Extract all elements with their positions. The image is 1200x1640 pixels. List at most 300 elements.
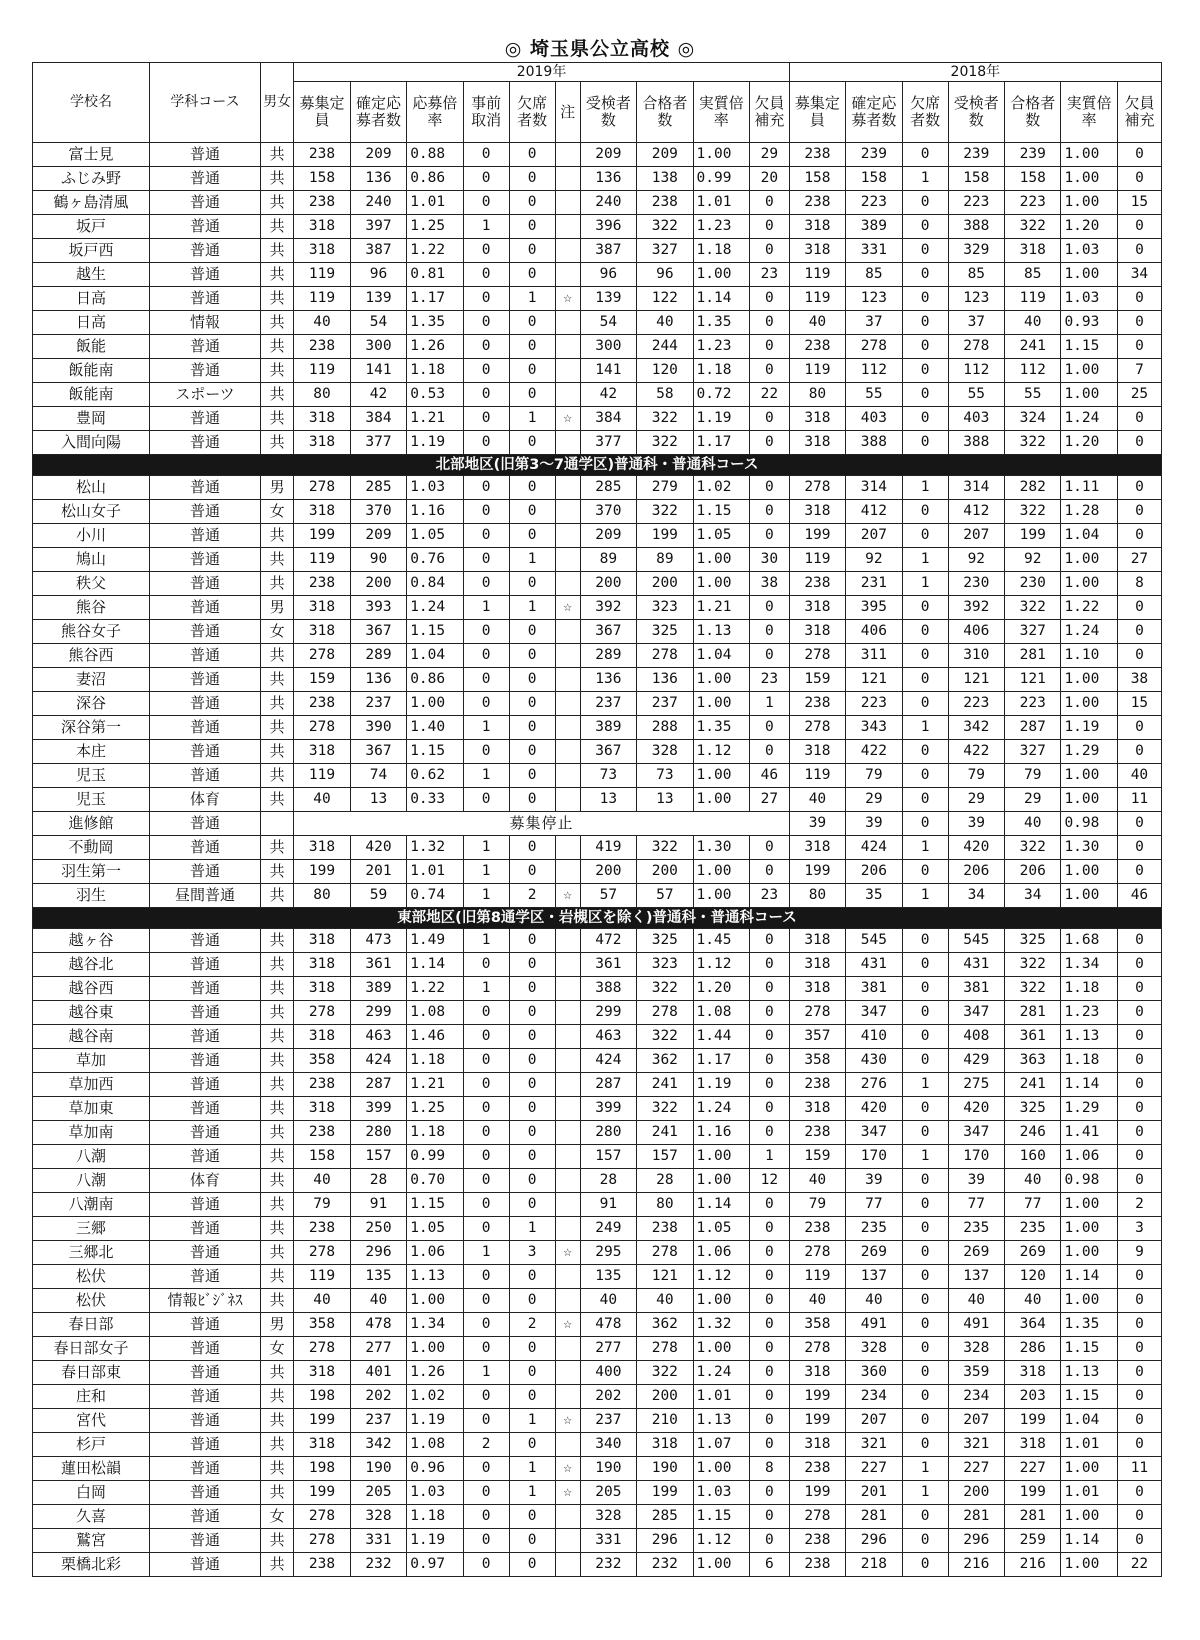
course-name: 普通 bbox=[150, 476, 261, 500]
2019-withdrawn: 0 bbox=[463, 1505, 509, 1529]
2019-note: ☆ bbox=[555, 1481, 580, 1505]
2019-actual-ratio: 1.24 bbox=[693, 1361, 749, 1385]
2018-vacancy: 34 bbox=[1117, 263, 1161, 287]
2019-absent: 0 bbox=[509, 953, 555, 977]
2019-examinees: 277 bbox=[580, 1337, 636, 1361]
table-row bbox=[33, 407, 1162, 431]
2018-applicants: 207 bbox=[846, 524, 902, 548]
2019-capacity: 318 bbox=[294, 1361, 350, 1385]
2019-vacancy: 0 bbox=[749, 1337, 789, 1361]
2018-passed: 227 bbox=[1005, 1457, 1061, 1481]
2019-note bbox=[555, 764, 580, 788]
2018-passed: 199 bbox=[1005, 524, 1061, 548]
course-name: 普通 bbox=[150, 1049, 261, 1073]
2018-applicants: 92 bbox=[846, 548, 902, 572]
2018-examinees: 207 bbox=[948, 524, 1004, 548]
2018-actual-ratio: 1.20 bbox=[1061, 215, 1117, 239]
course-name: 普通 bbox=[150, 1433, 261, 1457]
2019-note bbox=[555, 620, 580, 644]
2018-actual-ratio: 1.06 bbox=[1061, 1145, 1117, 1169]
2018-applicants: 314 bbox=[846, 476, 902, 500]
table-row bbox=[33, 1145, 1162, 1169]
2019-passed: 322 bbox=[637, 1025, 693, 1049]
2019-applicants: 28 bbox=[350, 1169, 406, 1193]
table-row bbox=[33, 953, 1162, 977]
2018-applicants: 121 bbox=[846, 668, 902, 692]
2019-examinees: 478 bbox=[580, 1313, 636, 1337]
2019-passed: 241 bbox=[637, 1073, 693, 1097]
course-name: 普通 bbox=[150, 1193, 261, 1217]
gender-cell: 共 bbox=[260, 1457, 293, 1481]
2018-vacancy: 0 bbox=[1117, 311, 1161, 335]
table-row bbox=[33, 1529, 1162, 1553]
school-name: 飯能南 bbox=[33, 359, 150, 383]
2018-actual-ratio: 1.28 bbox=[1061, 500, 1117, 524]
2018-capacity: 238 bbox=[789, 335, 845, 359]
2019-passed: 278 bbox=[637, 1001, 693, 1025]
gender-cell: 共 bbox=[260, 239, 293, 263]
2019-application-ratio: 1.05 bbox=[407, 524, 463, 548]
2019-actual-ratio: 1.00 bbox=[693, 1145, 749, 1169]
2019-vacancy: 0 bbox=[749, 359, 789, 383]
course-name: 普通 bbox=[150, 644, 261, 668]
2018-absent: 0 bbox=[902, 335, 948, 359]
2019-absent: 0 bbox=[509, 1553, 555, 1577]
2019-examinees: 289 bbox=[580, 644, 636, 668]
2019-absent: 0 bbox=[509, 143, 555, 167]
2018-passed: 92 bbox=[1005, 548, 1061, 572]
2018-absent: 0 bbox=[902, 668, 948, 692]
2018-absent: 0 bbox=[902, 929, 948, 953]
2019-actual-ratio: 1.35 bbox=[693, 716, 749, 740]
2019-passed: 322 bbox=[637, 1361, 693, 1385]
2018-examinees: 420 bbox=[948, 1097, 1004, 1121]
2019-actual-ratio: 1.00 bbox=[693, 1169, 749, 1193]
gender-cell: 共 bbox=[260, 431, 293, 455]
2019-capacity: 238 bbox=[294, 335, 350, 359]
course-name: 普通 bbox=[150, 1385, 261, 1409]
2018-capacity: 238 bbox=[789, 692, 845, 716]
gender-cell: 女 bbox=[260, 500, 293, 524]
2018-absent: 0 bbox=[902, 740, 948, 764]
2018-actual-ratio: 1.00 bbox=[1061, 572, 1117, 596]
2019-withdrawn: 0 bbox=[463, 1409, 509, 1433]
course-name: 普通 bbox=[150, 1505, 261, 1529]
2018-actual-ratio: 1.00 bbox=[1061, 884, 1117, 908]
2019-note bbox=[555, 167, 580, 191]
2019-examinees: 237 bbox=[580, 692, 636, 716]
2018-applicants: 137 bbox=[846, 1265, 902, 1289]
table-row bbox=[33, 764, 1162, 788]
2018-applicants: 39 bbox=[846, 1169, 902, 1193]
2019-application-ratio: 1.15 bbox=[407, 740, 463, 764]
school-name: 蓮田松韻 bbox=[33, 1457, 150, 1481]
2019-absent: 1 bbox=[509, 1409, 555, 1433]
2018-vacancy: 9 bbox=[1117, 1241, 1161, 1265]
2018-passed: 120 bbox=[1005, 1265, 1061, 1289]
2018-actual-ratio: 1.34 bbox=[1061, 953, 1117, 977]
2019-actual-ratio: 1.19 bbox=[693, 1073, 749, 1097]
2019-absent: 0 bbox=[509, 1169, 555, 1193]
2019-applicants: 401 bbox=[350, 1361, 406, 1385]
2019-examinees: 367 bbox=[580, 620, 636, 644]
2019-applicants: 135 bbox=[350, 1265, 406, 1289]
2019-note bbox=[555, 524, 580, 548]
header-2019-col-1: 確定応募者数 bbox=[350, 82, 406, 143]
2019-applicants: 328 bbox=[350, 1505, 406, 1529]
2018-capacity: 159 bbox=[789, 1145, 845, 1169]
school-name: 草加西 bbox=[33, 1073, 150, 1097]
2019-capacity: 119 bbox=[294, 548, 350, 572]
2019-applicants: 473 bbox=[350, 929, 406, 953]
2019-withdrawn: 0 bbox=[463, 1529, 509, 1553]
2018-absent: 0 bbox=[902, 383, 948, 407]
school-name: 鳩山 bbox=[33, 548, 150, 572]
2019-passed: 322 bbox=[637, 977, 693, 1001]
course-name: 普通 bbox=[150, 239, 261, 263]
2018-examinees: 412 bbox=[948, 500, 1004, 524]
2019-actual-ratio: 1.12 bbox=[693, 953, 749, 977]
2019-applicants: 59 bbox=[350, 884, 406, 908]
2019-application-ratio: 1.18 bbox=[407, 1121, 463, 1145]
2018-examinees: 158 bbox=[948, 167, 1004, 191]
2019-passed: 96 bbox=[637, 263, 693, 287]
2019-passed: 57 bbox=[637, 884, 693, 908]
2018-absent: 0 bbox=[902, 407, 948, 431]
2018-examinees: 347 bbox=[948, 1121, 1004, 1145]
2019-application-ratio: 0.74 bbox=[407, 884, 463, 908]
2018-applicants: 39 bbox=[846, 812, 902, 836]
2019-application-ratio: 1.25 bbox=[407, 215, 463, 239]
2019-withdrawn: 0 bbox=[463, 1001, 509, 1025]
2019-application-ratio: 1.22 bbox=[407, 239, 463, 263]
2018-absent: 0 bbox=[902, 359, 948, 383]
header-course: 学科コース bbox=[150, 63, 261, 143]
2018-absent: 0 bbox=[902, 977, 948, 1001]
school-name: 春日部 bbox=[33, 1313, 150, 1337]
2019-actual-ratio: 1.15 bbox=[693, 500, 749, 524]
2019-withdrawn: 0 bbox=[463, 359, 509, 383]
2019-applicants: 201 bbox=[350, 860, 406, 884]
2019-capacity: 238 bbox=[294, 143, 350, 167]
2019-vacancy: 0 bbox=[749, 953, 789, 977]
course-name: 普通 bbox=[150, 860, 261, 884]
2018-examinees: 491 bbox=[948, 1313, 1004, 1337]
2018-vacancy: 0 bbox=[1117, 1169, 1161, 1193]
2019-withdrawn: 0 bbox=[463, 431, 509, 455]
2019-passed: 362 bbox=[637, 1049, 693, 1073]
school-name: 越生 bbox=[33, 263, 150, 287]
2018-applicants: 431 bbox=[846, 953, 902, 977]
2019-applicants: 42 bbox=[350, 383, 406, 407]
2019-vacancy: 1 bbox=[749, 1145, 789, 1169]
2018-examinees: 296 bbox=[948, 1529, 1004, 1553]
2019-application-ratio: 1.19 bbox=[407, 431, 463, 455]
2019-vacancy: 0 bbox=[749, 716, 789, 740]
2019-note bbox=[555, 1505, 580, 1529]
table-row bbox=[33, 215, 1162, 239]
2019-absent: 0 bbox=[509, 431, 555, 455]
2018-passed: 40 bbox=[1005, 1169, 1061, 1193]
2019-absent: 0 bbox=[509, 524, 555, 548]
2018-actual-ratio: 1.00 bbox=[1061, 1217, 1117, 1241]
school-name: 松伏 bbox=[33, 1289, 150, 1313]
table-row bbox=[33, 644, 1162, 668]
2018-capacity: 40 bbox=[789, 311, 845, 335]
section-title: 北部地区(旧第3～7通学区)普通科・普通科コース bbox=[33, 455, 1162, 476]
2018-actual-ratio: 1.19 bbox=[1061, 716, 1117, 740]
2019-actual-ratio: 1.12 bbox=[693, 1529, 749, 1553]
2018-passed: 239 bbox=[1005, 143, 1061, 167]
table-row bbox=[33, 740, 1162, 764]
gender-cell: 共 bbox=[260, 1385, 293, 1409]
2019-capacity: 40 bbox=[294, 1169, 350, 1193]
2019-capacity: 278 bbox=[294, 1241, 350, 1265]
2019-application-ratio: 1.32 bbox=[407, 836, 463, 860]
2019-passed: 200 bbox=[637, 860, 693, 884]
2019-application-ratio: 1.01 bbox=[407, 191, 463, 215]
2018-capacity: 318 bbox=[789, 836, 845, 860]
gender-cell: 共 bbox=[260, 644, 293, 668]
course-name: 普通 bbox=[150, 620, 261, 644]
2018-examinees: 39 bbox=[948, 1169, 1004, 1193]
2019-application-ratio: 1.35 bbox=[407, 311, 463, 335]
2018-examinees: 216 bbox=[948, 1553, 1004, 1577]
table-row bbox=[33, 596, 1162, 620]
2018-capacity: 318 bbox=[789, 953, 845, 977]
2019-withdrawn: 0 bbox=[463, 953, 509, 977]
2018-applicants: 269 bbox=[846, 1241, 902, 1265]
2019-withdrawn: 1 bbox=[463, 929, 509, 953]
2019-applicants: 232 bbox=[350, 1553, 406, 1577]
school-name: 松山 bbox=[33, 476, 150, 500]
2018-examinees: 403 bbox=[948, 407, 1004, 431]
2019-note bbox=[555, 383, 580, 407]
2019-capacity: 238 bbox=[294, 1553, 350, 1577]
2019-examinees: 28 bbox=[580, 1169, 636, 1193]
2018-examinees: 235 bbox=[948, 1217, 1004, 1241]
header-2019-col-3: 事前取消 bbox=[463, 82, 509, 143]
2018-passed: 40 bbox=[1005, 1289, 1061, 1313]
2018-applicants: 321 bbox=[846, 1433, 902, 1457]
2019-passed: 285 bbox=[637, 1505, 693, 1529]
2019-absent: 0 bbox=[509, 359, 555, 383]
2019-capacity: 238 bbox=[294, 191, 350, 215]
2019-examinees: 400 bbox=[580, 1361, 636, 1385]
2019-examinees: 331 bbox=[580, 1529, 636, 1553]
course-name: 普通 bbox=[150, 1073, 261, 1097]
2019-actual-ratio: 1.16 bbox=[693, 1121, 749, 1145]
2019-passed: 138 bbox=[637, 167, 693, 191]
school-name: 三郷 bbox=[33, 1217, 150, 1241]
2018-actual-ratio: 1.00 bbox=[1061, 860, 1117, 884]
2018-actual-ratio: 1.10 bbox=[1061, 644, 1117, 668]
2019-applicants: 389 bbox=[350, 977, 406, 1001]
2018-applicants: 158 bbox=[846, 167, 902, 191]
2018-capacity: 199 bbox=[789, 1409, 845, 1433]
2018-examinees: 123 bbox=[948, 287, 1004, 311]
header-gender: 男女 bbox=[260, 63, 293, 143]
table-row bbox=[33, 524, 1162, 548]
course-name: 普通 bbox=[150, 812, 261, 836]
2019-absent: 1 bbox=[509, 407, 555, 431]
2018-passed: 119 bbox=[1005, 287, 1061, 311]
course-name: 普通 bbox=[150, 953, 261, 977]
2019-vacancy: 20 bbox=[749, 167, 789, 191]
2019-withdrawn: 0 bbox=[463, 692, 509, 716]
2018-actual-ratio: 1.13 bbox=[1061, 1361, 1117, 1385]
2019-capacity: 238 bbox=[294, 1121, 350, 1145]
2018-vacancy: 0 bbox=[1117, 860, 1161, 884]
2019-absent: 0 bbox=[509, 1289, 555, 1313]
2019-note: ☆ bbox=[555, 1457, 580, 1481]
2018-absent: 0 bbox=[902, 143, 948, 167]
gender-cell: 共 bbox=[260, 311, 293, 335]
2018-applicants: 223 bbox=[846, 191, 902, 215]
gender-cell: 共 bbox=[260, 929, 293, 953]
2018-applicants: 395 bbox=[846, 596, 902, 620]
2018-capacity: 318 bbox=[789, 929, 845, 953]
2019-absent: 0 bbox=[509, 836, 555, 860]
2019-actual-ratio: 1.03 bbox=[693, 1481, 749, 1505]
2018-absent: 0 bbox=[902, 1313, 948, 1337]
school-name: 越谷東 bbox=[33, 1001, 150, 1025]
2018-vacancy: 0 bbox=[1117, 644, 1161, 668]
2019-actual-ratio: 1.00 bbox=[693, 263, 749, 287]
2019-application-ratio: 0.88 bbox=[407, 143, 463, 167]
2019-actual-ratio: 1.05 bbox=[693, 524, 749, 548]
2018-actual-ratio: 1.00 bbox=[1061, 1193, 1117, 1217]
school-name: 熊谷女子 bbox=[33, 620, 150, 644]
school-name: 飯能南 bbox=[33, 383, 150, 407]
2019-vacancy: 0 bbox=[749, 596, 789, 620]
2019-note bbox=[555, 239, 580, 263]
2019-withdrawn: 1 bbox=[463, 1241, 509, 1265]
2019-vacancy: 8 bbox=[749, 1457, 789, 1481]
2019-vacancy: 0 bbox=[749, 239, 789, 263]
2019-passed: 322 bbox=[637, 431, 693, 455]
2019-note bbox=[555, 1385, 580, 1409]
course-name: 普通 bbox=[150, 143, 261, 167]
2018-applicants: 410 bbox=[846, 1025, 902, 1049]
2019-absent: 0 bbox=[509, 263, 555, 287]
2018-examinees: 55 bbox=[948, 383, 1004, 407]
course-name: 普通 bbox=[150, 215, 261, 239]
2018-applicants: 388 bbox=[846, 431, 902, 455]
2019-withdrawn: 0 bbox=[463, 644, 509, 668]
gender-cell: 共 bbox=[260, 1169, 293, 1193]
school-name: 鶴ヶ島清風 bbox=[33, 191, 150, 215]
table-row bbox=[33, 167, 1162, 191]
table-row bbox=[33, 1001, 1162, 1025]
gender-cell: 共 bbox=[260, 407, 293, 431]
2019-application-ratio: 1.19 bbox=[407, 1529, 463, 1553]
gender-cell: 共 bbox=[260, 1265, 293, 1289]
2019-examinees: 57 bbox=[580, 884, 636, 908]
2018-examinees: 39 bbox=[948, 812, 1004, 836]
2019-note bbox=[555, 572, 580, 596]
2019-application-ratio: 1.14 bbox=[407, 953, 463, 977]
2019-capacity: 278 bbox=[294, 1529, 350, 1553]
gender-cell: 共 bbox=[260, 215, 293, 239]
2018-passed: 327 bbox=[1005, 620, 1061, 644]
2019-absent: 0 bbox=[509, 1337, 555, 1361]
2018-actual-ratio: 1.04 bbox=[1061, 524, 1117, 548]
course-name: 普通 bbox=[150, 977, 261, 1001]
2018-absent: 1 bbox=[902, 1073, 948, 1097]
course-name: 普通 bbox=[150, 716, 261, 740]
2018-capacity: 199 bbox=[789, 860, 845, 884]
2019-absent: 0 bbox=[509, 167, 555, 191]
2019-withdrawn: 0 bbox=[463, 407, 509, 431]
gender-cell: 共 bbox=[260, 1025, 293, 1049]
header-2018-col-6: 欠員補充 bbox=[1117, 82, 1161, 143]
2018-vacancy: 0 bbox=[1117, 1433, 1161, 1457]
school-name: 八潮南 bbox=[33, 1193, 150, 1217]
2018-passed: 241 bbox=[1005, 335, 1061, 359]
2018-actual-ratio: 1.04 bbox=[1061, 1409, 1117, 1433]
2018-applicants: 347 bbox=[846, 1121, 902, 1145]
2018-vacancy: 0 bbox=[1117, 215, 1161, 239]
2018-capacity: 238 bbox=[789, 1553, 845, 1577]
2019-vacancy: 0 bbox=[749, 1001, 789, 1025]
2018-capacity: 318 bbox=[789, 407, 845, 431]
2018-capacity: 199 bbox=[789, 1481, 845, 1505]
2018-examinees: 40 bbox=[948, 1289, 1004, 1313]
2018-applicants: 343 bbox=[846, 716, 902, 740]
school-name: 秩父 bbox=[33, 572, 150, 596]
2019-vacancy: 1 bbox=[749, 692, 789, 716]
2019-passed: 232 bbox=[637, 1553, 693, 1577]
2019-applicants: 370 bbox=[350, 500, 406, 524]
2019-passed: 362 bbox=[637, 1313, 693, 1337]
course-name: 体育 bbox=[150, 1169, 261, 1193]
2018-examinees: 37 bbox=[948, 311, 1004, 335]
school-name: 三郷北 bbox=[33, 1241, 150, 1265]
course-name: 普通 bbox=[150, 836, 261, 860]
school-name: 栗橋北彩 bbox=[33, 1553, 150, 1577]
2018-vacancy: 0 bbox=[1117, 287, 1161, 311]
2018-actual-ratio: 1.00 bbox=[1061, 359, 1117, 383]
2019-passed: 318 bbox=[637, 1433, 693, 1457]
2019-capacity: 318 bbox=[294, 836, 350, 860]
2019-actual-ratio: 1.00 bbox=[693, 143, 749, 167]
2019-vacancy: 23 bbox=[749, 263, 789, 287]
2018-applicants: 239 bbox=[846, 143, 902, 167]
2019-absent: 0 bbox=[509, 860, 555, 884]
2019-vacancy: 0 bbox=[749, 476, 789, 500]
header-2019-col-5: 注 bbox=[555, 82, 580, 143]
course-name: 普通 bbox=[150, 548, 261, 572]
2018-actual-ratio: 1.29 bbox=[1061, 740, 1117, 764]
2019-examinees: 89 bbox=[580, 548, 636, 572]
2018-actual-ratio: 1.11 bbox=[1061, 476, 1117, 500]
2019-passed: 279 bbox=[637, 476, 693, 500]
2019-applicants: 250 bbox=[350, 1217, 406, 1241]
course-name: 普通 bbox=[150, 1145, 261, 1169]
school-name: 富士見 bbox=[33, 143, 150, 167]
2018-absent: 0 bbox=[902, 1385, 948, 1409]
2019-examinees: 13 bbox=[580, 788, 636, 812]
2018-passed: 325 bbox=[1005, 929, 1061, 953]
2018-passed: 322 bbox=[1005, 977, 1061, 1001]
2019-examinees: 209 bbox=[580, 143, 636, 167]
2018-absent: 0 bbox=[902, 1121, 948, 1145]
2019-applicants: 190 bbox=[350, 1457, 406, 1481]
header-year-2019: 2019年 bbox=[294, 63, 789, 82]
2019-vacancy: 6 bbox=[749, 1553, 789, 1577]
gender-cell: 女 bbox=[260, 620, 293, 644]
